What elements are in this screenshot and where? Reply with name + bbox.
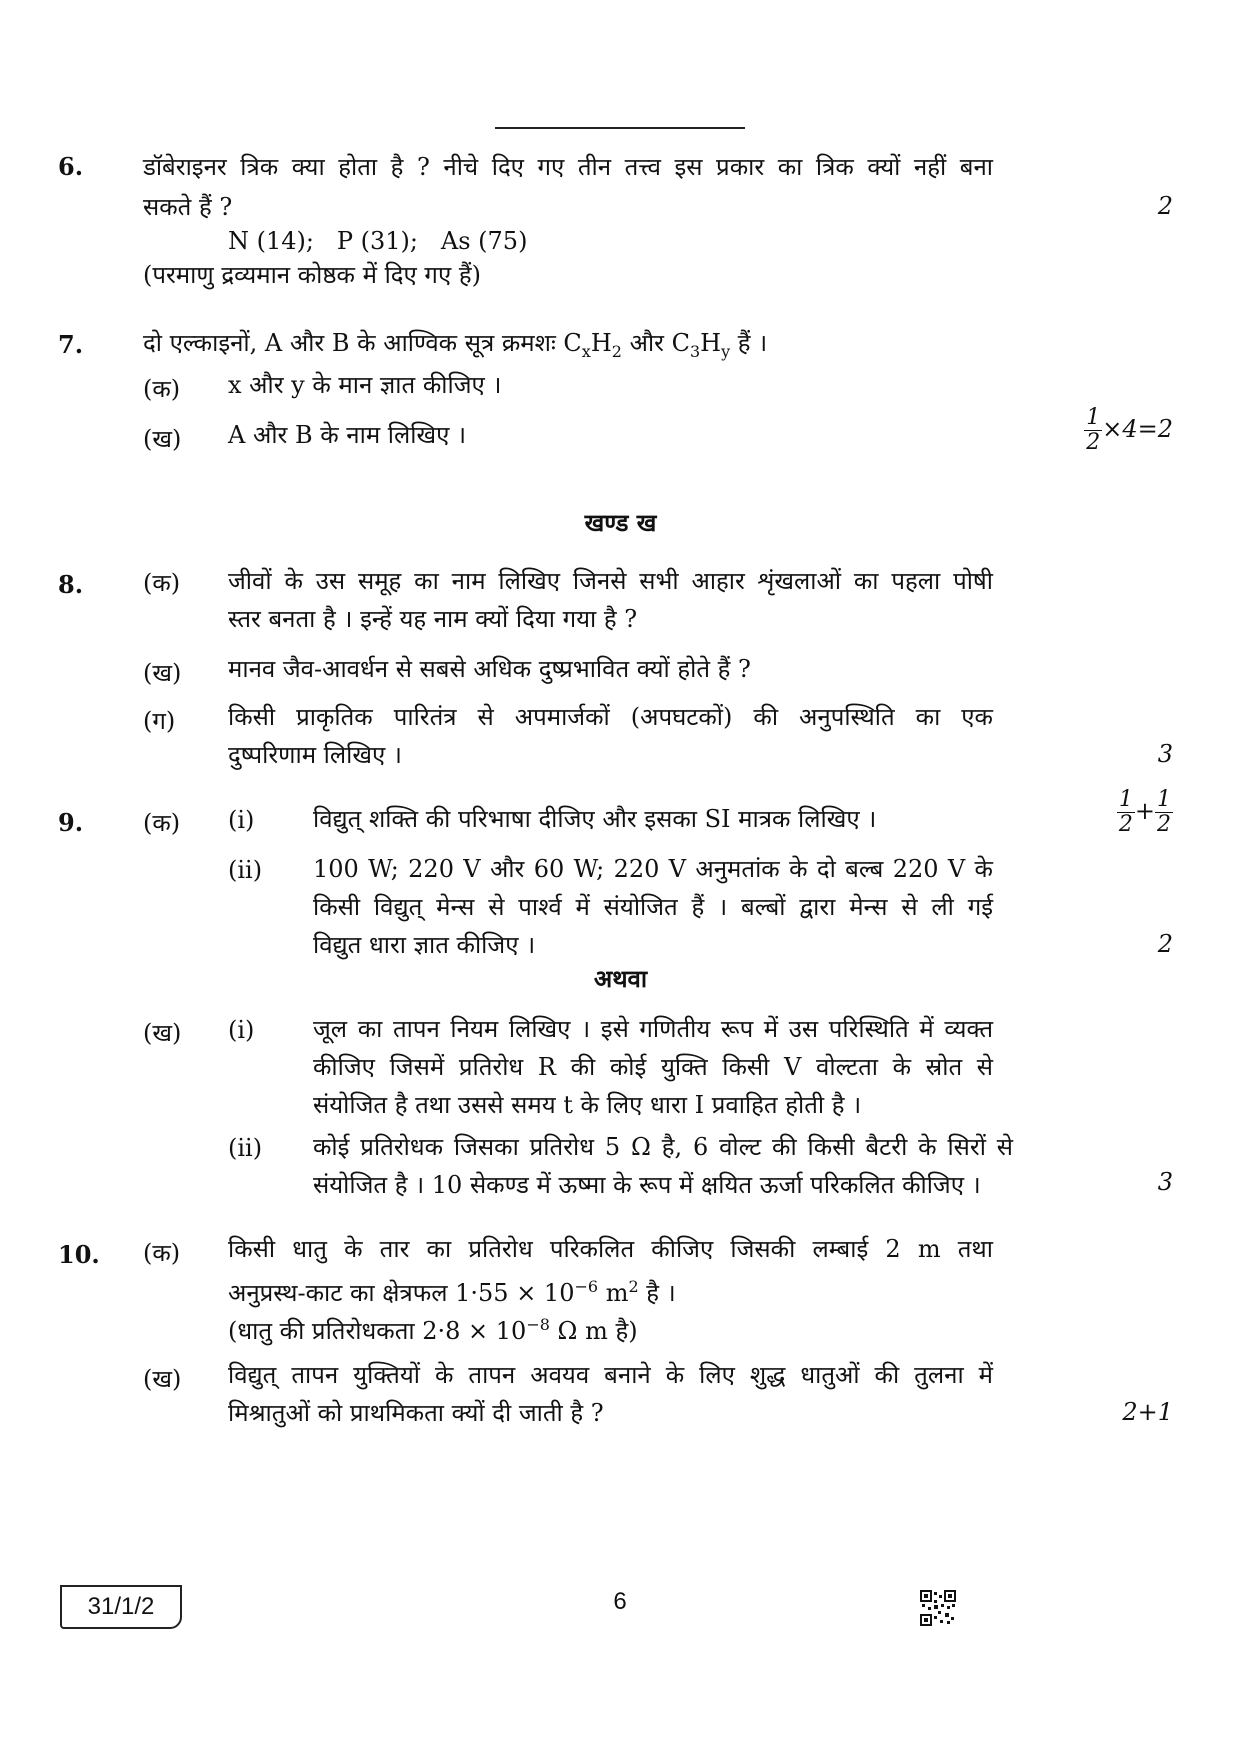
q10-b-line2: मिश्रातुओं को प्राथमिकता क्यों दी जाती है ? [228,1399,604,1427]
page-number: 6 [613,1588,627,1615]
q10-b-label: (ख) [143,1365,182,1393]
q8-c-line1: किसी प्राकृतिक पारितंत्र से अपमार्जकों (अपघटकों) की अनुपस्थिति का एक [228,703,993,731]
section-heading: खण्ड ख [584,508,657,537]
q9-a-ii-label: (ii) [228,856,263,884]
q6-note: (परमाणु द्रव्यमान कोष्ठक में दिए गए हैं) [143,261,481,289]
q9-b-i-line2: कीजिए जिसमें प्रतिरोध R की कोई युक्ति किसी V वोल्टता के स्रोत से [313,1053,993,1081]
q7-a-label: (क) [143,375,181,403]
q7-number: 7. [58,330,84,359]
q6-line2: सकते हैं ? [143,193,233,221]
q9-a-ii-line3: विद्युत धारा ज्ञात कीजिए । [313,931,536,959]
q8-marks: 3 [1157,740,1173,768]
q10-marks: 2+1 [1122,1398,1173,1426]
q8-a-line1: जीवों के उस समूह का नाम लिखिए जिनसे सभी आहार शृंखलाओं का पहला पोषी [228,567,993,595]
q9-b-ii-label: (ii) [228,1134,263,1162]
q9-b-marks: 3 [1157,1168,1173,1196]
q10-a-line2: अनुप्रस्थ-काट का क्षेत्रफल $1\cdot 55 \times 10^{-6}$ $m^2$ है । [228,1277,676,1307]
qr-code-icon [920,1590,956,1626]
q8-c-label: (ग) [143,707,176,735]
or-separator: अथवा [593,964,648,993]
q10-a-label: (क) [143,1239,181,1267]
q8-c-line2: दुष्परिणाम लिखिए । [228,741,403,769]
q7-marks: $\frac{1}{2}$ ×4=2 [1086,405,1173,455]
q9-b-label: (ख) [143,1019,182,1047]
q10-b-line1: विद्युत् तापन युक्तियों के तापन अवयव बनाने के लिए शुद्ध धातुओं की तुलना में [228,1361,993,1389]
q8-b-text: मानव जैव-आवर्धन से सबसे अधिक दुष्प्रभावित क्यों होते हैं ? [228,655,751,683]
q7-stem: दो एल्काइनों, A और B के आण्विक सूत्र क्रमशः $C_xH_2$ और $C_3H_y$ हैं । [143,329,768,361]
q7-a-text: x और y के मान ज्ञात कीजिए । [228,371,502,399]
q9-number: 9. [58,808,84,837]
q9-a-ii-line2: किसी विद्युत् मेन्स से पार्श्व में संयोजित हैं । बल्बों द्वारा मेन्स से ली गई [313,893,993,921]
q9-b-i-line3: संयोजित है तथा उससे समय t के लिए धारा I प्रवाहित होती है । [313,1091,862,1119]
top-rule [495,127,745,129]
q9-a-ii-marks: 2 [1157,930,1173,958]
q8-b-label: (ख) [143,659,182,687]
q6-line1: डॉबेराइनर त्रिक क्या होता है ? नीचे दिए गए तीन तत्त्व इस प्रकार का त्रिक क्यों नहीं बना [143,153,993,181]
q9-a-label: (क) [143,809,181,837]
paper-code: 31/1/2 [60,1585,182,1629]
q10-number: 10. [58,1240,100,1269]
q7-b-text: A और B के नाम लिखिए । [228,421,467,449]
q8-a-line2: स्तर बनता है । इन्हें यह नाम क्यों दिया गया है ? [228,605,638,633]
q9-a-i-text: विद्युत् शक्ति की परिभाषा दीजिए और इसका SI मात्रक लिखिए । [313,805,877,833]
q9-b-i-line1: जूल का तापन नियम लिखिए । इसे गणितीय रूप में उस परिस्थिति में व्यक्त [313,1015,993,1043]
q6-elements: N (14); P (31); As (75) [228,227,528,255]
q6-number: 6. [58,152,84,181]
q7-b-label: (ख) [143,425,182,453]
q8-number: 8. [58,570,84,599]
q9-a-i-marks: $\frac{1}{2}$ + $\frac{1}{2}$ [1118,787,1171,837]
q9-b-i-label: (i) [228,1016,255,1044]
q9-a-i-label: (i) [228,806,255,834]
q6-marks: 2 [1157,192,1173,220]
q9-b-ii-line1: कोई प्रतिरोधक जिसका प्रतिरोध 5 Ω है, 6 वोल्ट की किसी बैटरी के सिरों से [313,1133,1013,1161]
q8-a-label: (क) [143,569,181,597]
q9-b-ii-line2: संयोजित है । 10 सेकण्ड में ऊष्मा के रूप में क्षयित ऊर्जा परिकलित कीजिए । [313,1171,981,1199]
q9-a-ii-line1: 100 W; 220 V और 60 W; 220 V अनुमतांक के दो बल्ब 220 V के [313,855,993,883]
q10-a-line1: किसी धातु के तार का प्रतिरोध परिकलित कीजिए जिसकी लम्बाई 2 m तथा [228,1235,993,1263]
q10-a-line3: (धातु की प्रतिरोधकता $2\cdot 8 \times 10^{-8}$ Ω m है) [228,1315,638,1345]
